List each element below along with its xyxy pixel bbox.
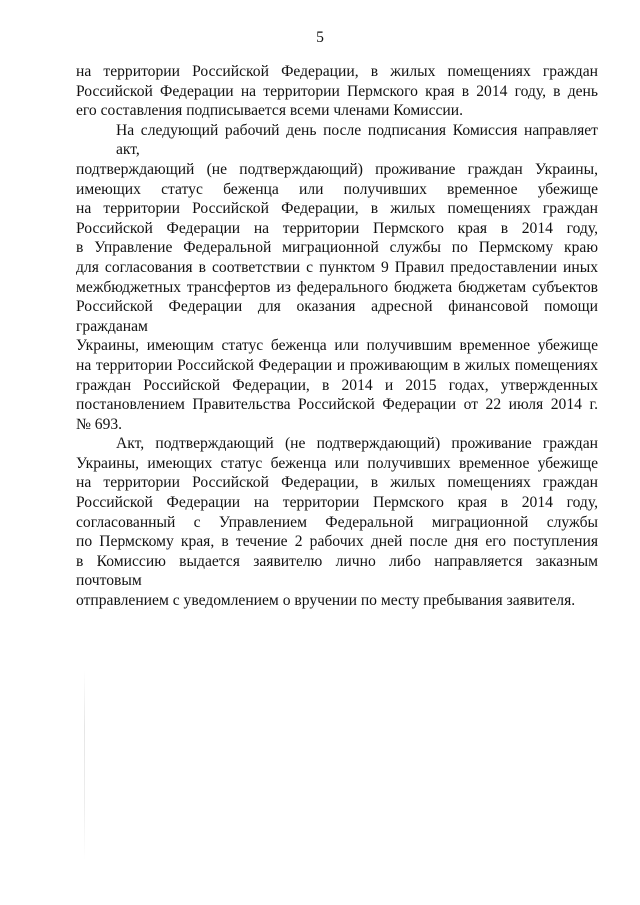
paragraph-2 — [76, 121, 598, 435]
text-line: на территории Российской Федерации, в жилых помещениях граждан — [76, 63, 598, 80]
text-line: Украины, имеющим статус беженца или получившим временное убежище — [76, 337, 598, 355]
scan-artifact — [84, 670, 85, 860]
text-line: граждан Российской Федерации, в 2014 и 2015 годах, утвержденных — [76, 376, 598, 394]
text-line: на территории Российской Федерации, в жилых помещениях граждан — [76, 474, 598, 492]
text-line: Акт, подтверждающий (не подтверждающий) проживание граждан — [116, 435, 598, 453]
paragraph-3 — [76, 434, 598, 610]
paragraph-1 — [76, 62, 598, 121]
text-line: имеющих статус беженца или получивших временное убежище — [76, 180, 598, 198]
text-line: Российской Федерации на территории Пермского края в 2014 году, — [76, 494, 598, 512]
text-line: его составления подписывается всеми членами Комиссии. — [76, 102, 464, 120]
text-line: согласованный с Управлением Федеральной миграционной службы — [76, 513, 598, 531]
text-line: межбюджетных трансфертов из федерального бюджета бюджетам субъектов — [76, 278, 598, 296]
text-line: в Комиссию выдается заявителю лично либо направляется заказным почтовым — [76, 552, 598, 590]
text-line: по Пермскому края, в течение 2 рабочих дней после дня его поступления — [76, 533, 598, 551]
text-line: Российской Федерации для оказания адресной финансовой помощи гражданам — [76, 298, 598, 335]
document-body — [76, 62, 598, 611]
text-line: Украины, имеющих статус беженца или получивших временное убежище — [76, 454, 598, 472]
text-line: Российской Федерации на территории Пермского края в 2014 году, — [76, 219, 598, 237]
text-line: Российской Федерации на территории Пермского края в 2014 году, в день — [76, 82, 598, 100]
page-number: 5 — [316, 29, 324, 46]
text-line: отправлением с уведомлением о вручении по месту пребывания заявителя. — [76, 592, 576, 610]
text-line: на территории Российской Федерации, в жилых помещениях граждан — [76, 200, 598, 218]
text-line: для согласования в соответствии с пунктом 9 Правил предоставлении иных — [76, 258, 598, 276]
text-line: в Управление Федеральной миграционной службы по Пермскому краю — [76, 239, 598, 257]
text-line: На следующий рабочий день после подписания Комиссия направляет акт, — [116, 121, 598, 159]
text-line: постановлением Правительства Российской Федерации от 22 июля 2014 г. — [76, 396, 598, 414]
text-line: № 693. — [76, 415, 123, 433]
text-line: на территории Российской Федерации и проживающим в жилых помещениях — [76, 356, 598, 374]
text-line: подтверждающий (не подтверждающий) проживание граждан Украины, — [76, 160, 598, 178]
